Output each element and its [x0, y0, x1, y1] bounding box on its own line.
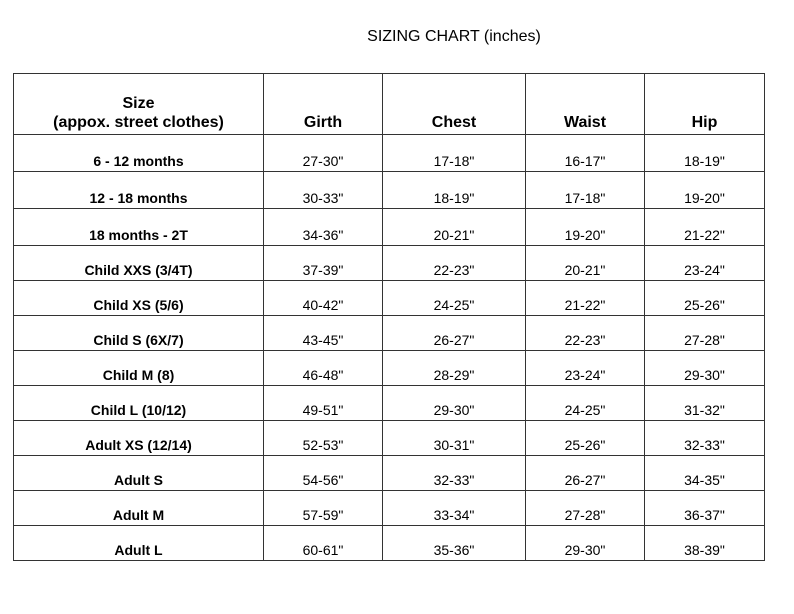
- chest-cell: 32-33": [383, 456, 526, 491]
- table-row: [14, 135, 765, 172]
- header-girth: Girth: [264, 74, 383, 135]
- girth-cell: 34-36": [264, 209, 383, 246]
- header-size-note: (appox. street clothes): [53, 114, 224, 131]
- waist-cell: 19-20": [526, 209, 645, 246]
- waist-cell: 20-21": [526, 246, 645, 281]
- size-cell: Child L (10/12): [14, 386, 264, 421]
- hip-cell: 29-30": [645, 351, 765, 386]
- hip-cell: 25-26": [645, 281, 765, 316]
- waist-cell: 23-24": [526, 351, 645, 386]
- waist-cell: 17-18": [526, 172, 645, 209]
- table-row: [14, 456, 765, 491]
- header-size-label: Size: [122, 95, 155, 112]
- chest-cell: 26-27": [383, 316, 526, 351]
- hip-cell: 18-19": [645, 135, 765, 172]
- hip-cell: 31-32": [645, 386, 765, 421]
- chest-cell: 24-25": [383, 281, 526, 316]
- table-row: [14, 281, 765, 316]
- size-cell: 12 - 18 months: [14, 172, 264, 209]
- chest-cell: 17-18": [383, 135, 526, 172]
- size-cell: Child S (6X/7): [14, 316, 264, 351]
- table-row: [14, 421, 765, 456]
- waist-cell: 26-27": [526, 456, 645, 491]
- table-header-row: [14, 74, 765, 135]
- girth-cell: 46-48": [264, 351, 383, 386]
- chest-cell: 29-30": [383, 386, 526, 421]
- girth-cell: 43-45": [264, 316, 383, 351]
- girth-cell: 49-51": [264, 386, 383, 421]
- table-row: [14, 351, 765, 386]
- size-cell: 6 - 12 months: [14, 135, 264, 172]
- header-hip: Hip: [645, 74, 765, 135]
- header-waist: Waist: [526, 74, 645, 135]
- size-cell: Child M (8): [14, 351, 264, 386]
- size-cell: Child XS (5/6): [14, 281, 264, 316]
- chest-cell: 35-36": [383, 526, 526, 561]
- girth-cell: 54-56": [264, 456, 383, 491]
- header-chest: Chest: [383, 74, 526, 135]
- size-cell: Adult L: [14, 526, 264, 561]
- hip-cell: 36-37": [645, 491, 765, 526]
- girth-cell: 57-59": [264, 491, 383, 526]
- chest-cell: 18-19": [383, 172, 526, 209]
- waist-cell: 29-30": [526, 526, 645, 561]
- waist-cell: 24-25": [526, 386, 645, 421]
- table-row: [14, 526, 765, 561]
- hip-cell: 38-39": [645, 526, 765, 561]
- waist-cell: 22-23": [526, 316, 645, 351]
- chest-cell: 22-23": [383, 246, 526, 281]
- waist-cell: 16-17": [526, 135, 645, 172]
- size-cell: Adult XS (12/14): [14, 421, 264, 456]
- chart-title: SIZING CHART (inches): [367, 28, 541, 45]
- table-row: [14, 491, 765, 526]
- girth-cell: 52-53": [264, 421, 383, 456]
- hip-cell: 23-24": [645, 246, 765, 281]
- hip-cell: 19-20": [645, 172, 765, 209]
- hip-cell: 27-28": [645, 316, 765, 351]
- size-cell: Adult S: [14, 456, 264, 491]
- waist-cell: 27-28": [526, 491, 645, 526]
- table-row: [14, 209, 765, 246]
- size-cell: 18 months - 2T: [14, 209, 264, 246]
- waist-cell: 21-22": [526, 281, 645, 316]
- hip-cell: 21-22": [645, 209, 765, 246]
- table-row: [14, 316, 765, 351]
- table-row: [14, 386, 765, 421]
- girth-cell: 37-39": [264, 246, 383, 281]
- girth-cell: 27-30": [264, 135, 383, 172]
- girth-cell: 60-61": [264, 526, 383, 561]
- hip-cell: 32-33": [645, 421, 765, 456]
- chest-cell: 33-34": [383, 491, 526, 526]
- hip-cell: 34-35": [645, 456, 765, 491]
- header-size: [14, 74, 264, 135]
- chest-cell: 30-31": [383, 421, 526, 456]
- girth-cell: 40-42": [264, 281, 383, 316]
- size-cell: Adult M: [14, 491, 264, 526]
- size-cell: Child XXS (3/4T): [14, 246, 264, 281]
- chest-cell: 28-29": [383, 351, 526, 386]
- chest-cell: 20-21": [383, 209, 526, 246]
- table-row: [14, 172, 765, 209]
- girth-cell: 30-33": [264, 172, 383, 209]
- table-row: [14, 246, 765, 281]
- waist-cell: 25-26": [526, 421, 645, 456]
- sizing-table: [13, 73, 765, 561]
- page-title: [0, 28, 794, 46]
